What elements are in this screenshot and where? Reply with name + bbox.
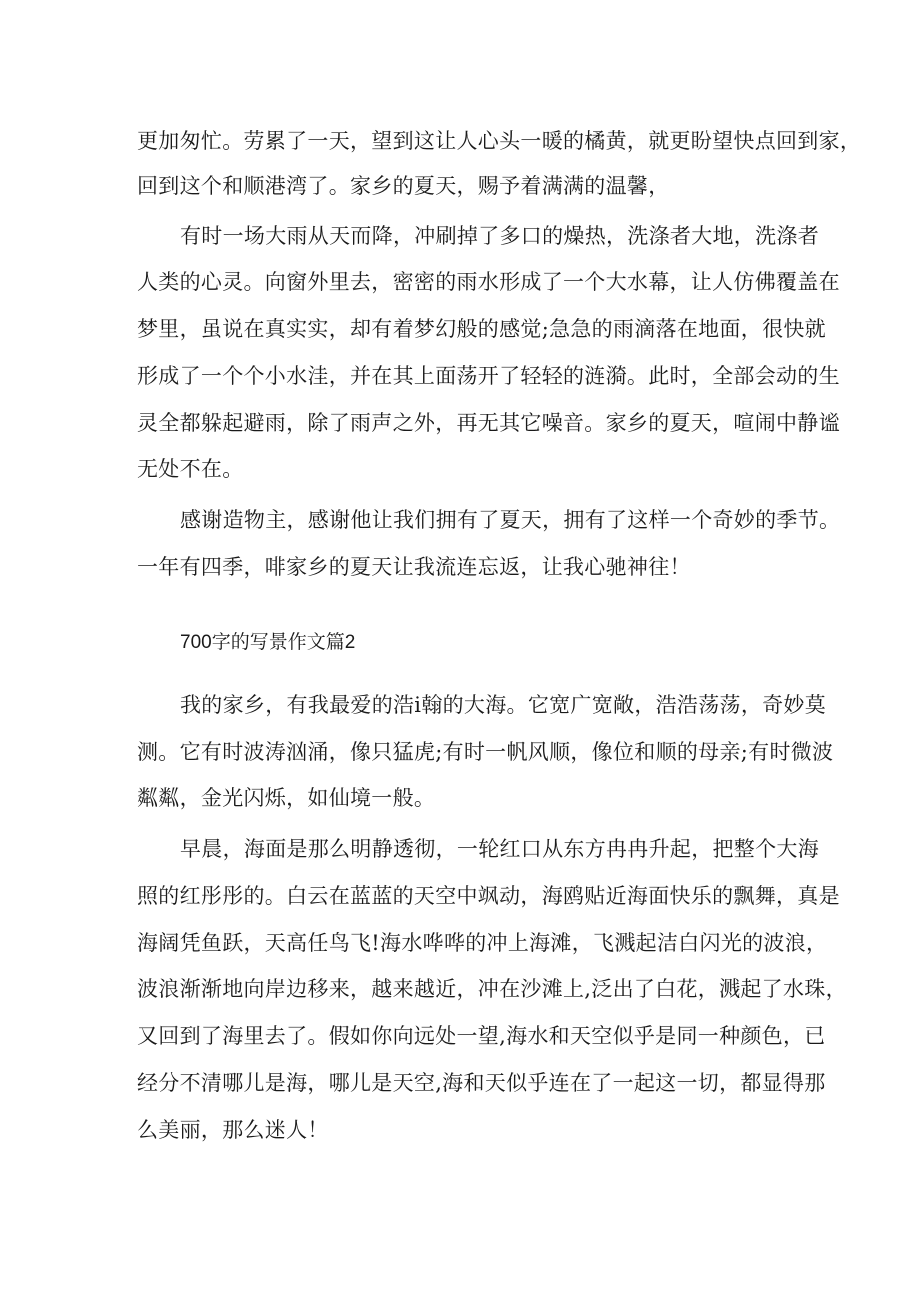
text-line: 形成了一个个小水洼，并在其上面荡开了轻轻的涟漪。此时，全部会动的生 — [137, 364, 840, 388]
text-line: 无处不在。 — [137, 457, 244, 481]
text-line: 人类的心灵。向窗外里去，密密的雨水形成了一个大水幕，让人仿佛覆盖在 — [137, 270, 840, 294]
paragraph-first-line: 有时一场大雨从天而降，冲刷掉了多口的燥热，洗涤者大地，洗涤者 — [180, 224, 819, 248]
text-line: 海阔凭鱼跃，天高任鸟飞!海水哗哗的冲上海滩，飞溅起洁白闪光的波浪， — [137, 931, 828, 955]
text-line: 梦里，虽说在真实实，却有着梦幻般的感觉;急急的雨滴落在地面，很快就 — [137, 317, 826, 341]
text-line: 照的红彤彤的。白云在蓝蓝的天空中飒动，海鸥贴近海面快乐的飘舞，真是 — [137, 884, 840, 908]
text-line: 测。它有时波涛汹涌，像只猛虎;有时一帆风顺，像位和顺的母亲;有时微波 — [137, 740, 834, 764]
text-line: 粼粼，金光闪烁，如仙境一般。 — [137, 786, 436, 810]
text-line: 经分不清哪儿是海，哪儿是天空,海和天似乎连在了一起这一切，都显得那 — [137, 1071, 826, 1095]
text-line: 灵全都躲起避雨，除了雨声之外，再无其它噪音。家乡的夏天，喧闹中静谧 — [137, 411, 840, 435]
paragraph-first-line: 感谢造物主，感谢他让我们拥有了夏天，拥有了这样一个奇妙的季节。 — [180, 508, 841, 532]
text-line: 更加匆忙。劳累了一天，望到这让人心头一暖的橘黄，就更盼望快点回到家， — [137, 129, 862, 153]
text-line: 回到这个和顺港湾了。家乡的夏天，赐予着满满的温馨， — [137, 174, 670, 198]
text-line: 么美丽，那么迷人！ — [137, 1118, 329, 1142]
section-heading: 700字的写景作文篇2 — [180, 632, 356, 653]
paragraph-first-line: 我的家乡，有我最爱的浩i翰的大海。它宽广宽敞，浩浩荡荡，奇妙莫 — [180, 693, 827, 717]
text-line: 波浪渐渐地向岸边移来，越来越近，冲在沙滩上,泛出了白花，溅起了水珠， — [137, 977, 847, 1001]
text-line: 一年有四季，啡家乡的夏天让我流连忘返，让我心驰神往！ — [137, 555, 691, 579]
text-line: 又回到了海里去了。假如你向远处一望,海水和天空似乎是同一种颜色，已 — [137, 1024, 826, 1048]
paragraph-first-line: 早晨，海面是那么明静透彻，一轮红口从东方冉冉升起，把整个大海 — [180, 837, 819, 861]
